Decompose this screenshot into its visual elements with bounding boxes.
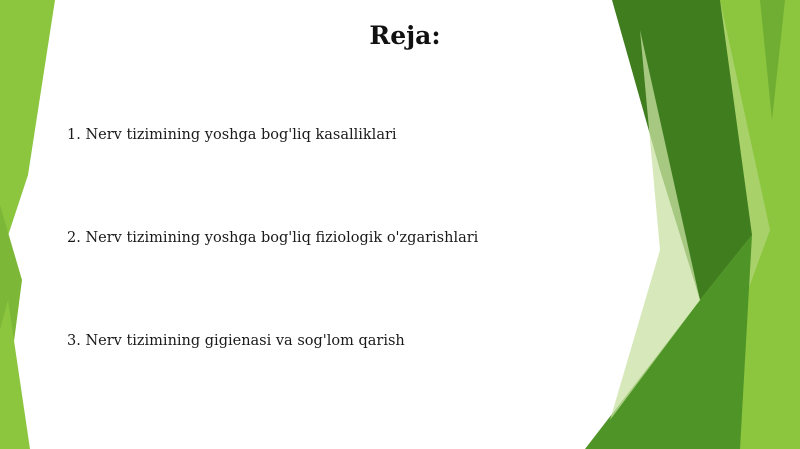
plan-item-3: 3. Nerv tizimining gigienasi va sog'lom qarish: [67, 333, 405, 349]
slide-title: Reja:: [369, 21, 441, 50]
plan-list: [67, 0, 627, 449]
left-green-band: [0, 0, 55, 260]
plan-item-2: 2. Nerv tizimining yoshga bog'liq fiziologik o'zgarishlari: [67, 230, 479, 246]
plan-item-1: 1. Nerv tizimining yoshga bog'liq kasalliklari: [67, 127, 397, 143]
